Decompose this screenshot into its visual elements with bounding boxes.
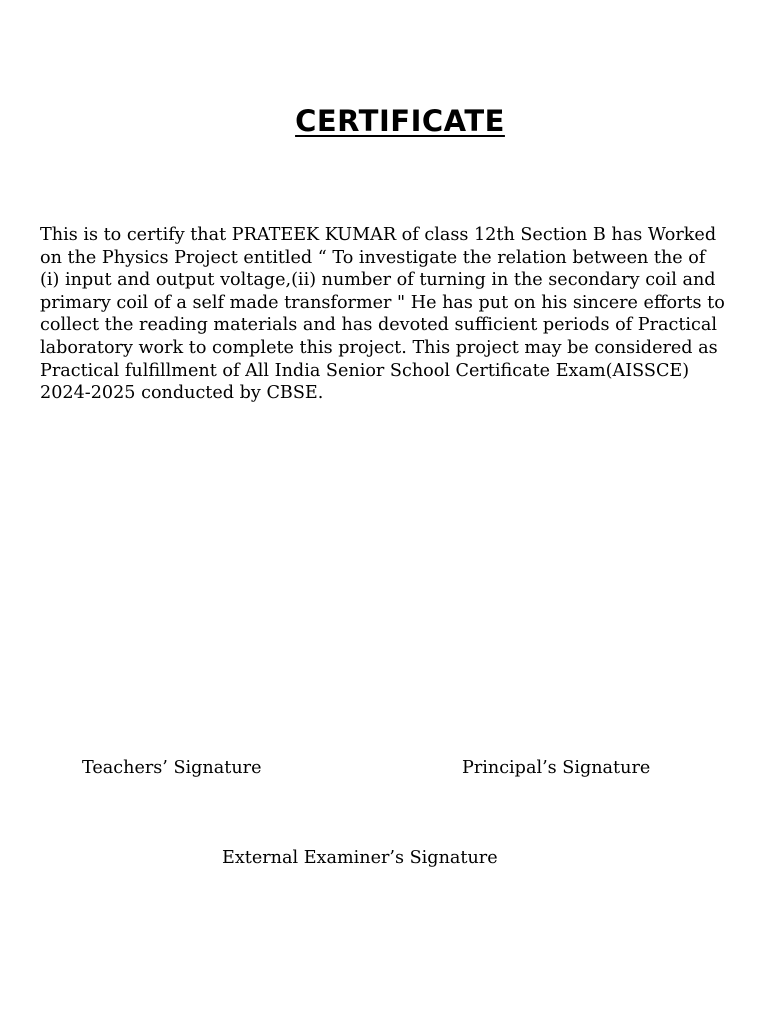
certificate-body-text: This is to certify that PRATEEK KUMAR of class 12th Section B has Worked on the Physics Project entitled “ To investigate the relation between the of (i) input and output voltage,(ii) number of turning in the secondary coil and primary coil of a self made transformer " He has put on his sincere efforts to collect the reading materials and has devoted sufficient periods of Practical laboratory work to complete this project. This project may be considered as Practical fulfillment of All India Senior School Certificate Exam(AISSCE) 2024-2025 conducted by CBSE.: [40, 225, 725, 404]
teacher-signature-label: Teachers’ Signature: [82, 758, 262, 778]
external-examiner-signature-label: External Examiner’s Signature: [222, 848, 498, 868]
certificate-title: CERTIFICATE: [295, 104, 505, 138]
principal-signature-label: Principal’s Signature: [462, 758, 651, 778]
